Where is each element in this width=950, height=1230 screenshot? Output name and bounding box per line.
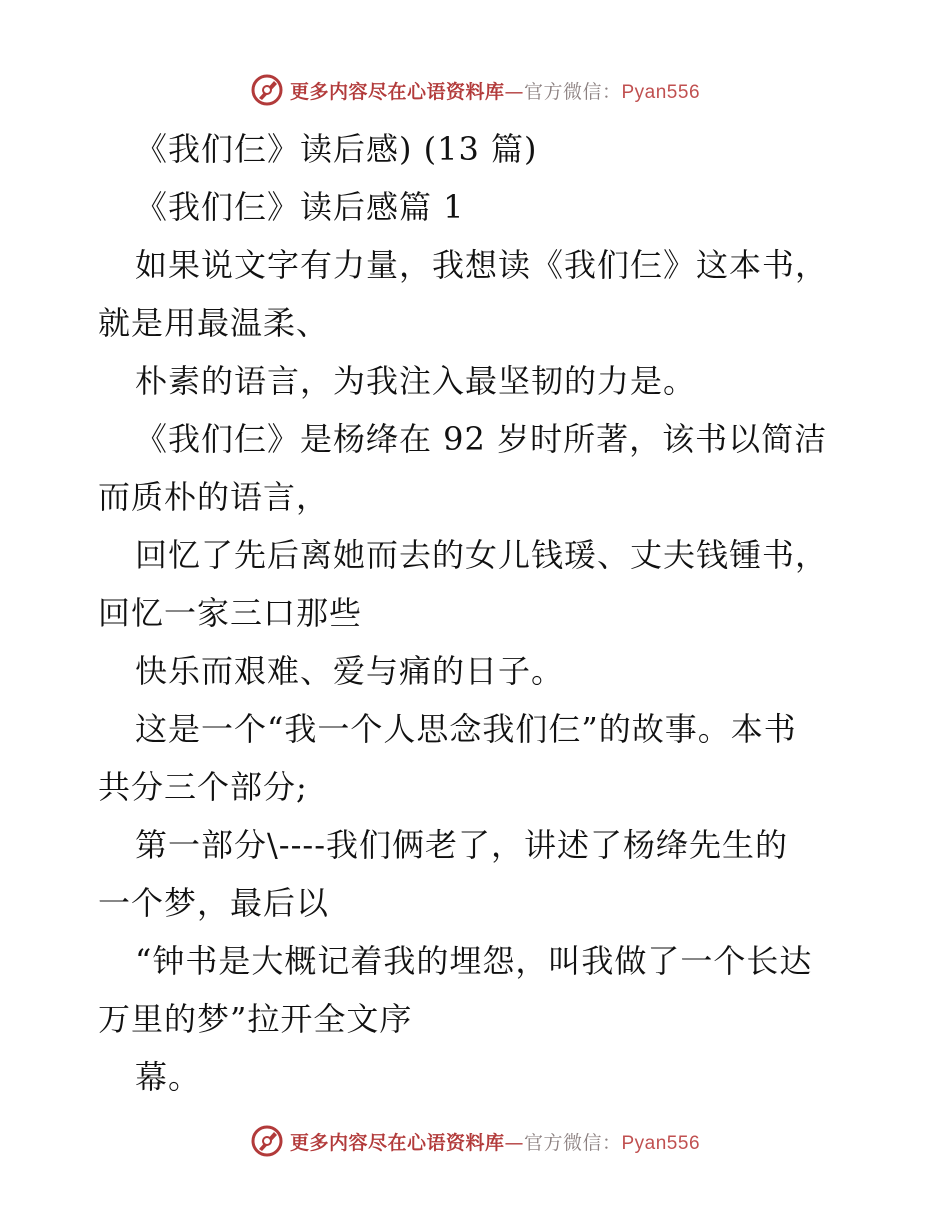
paragraph-line: 快乐而艰难、爱与痛的日子。 xyxy=(135,652,565,690)
footer-banner xyxy=(0,1121,950,1161)
paragraph-line: 而质朴的语言， xyxy=(98,478,330,516)
document-body xyxy=(98,120,858,1106)
footer-banner-id: Pyan556 xyxy=(621,1132,701,1154)
header-banner-main: 更多内容尽在心语资料库 xyxy=(289,80,505,103)
paragraph-line: 幕。 xyxy=(135,1058,202,1096)
paragraph-line: 万里的梦”拉开全文序 xyxy=(98,1000,413,1038)
document-title: 《我们仨》读后感) (13 篇) xyxy=(135,130,538,168)
quill-logo-icon xyxy=(250,73,284,107)
footer-banner-dash: — xyxy=(504,1131,524,1154)
paragraph-line: 回忆一家三口那些 xyxy=(98,594,363,632)
header-banner-dash: — xyxy=(504,80,524,103)
header-banner-inner xyxy=(250,73,700,107)
paragraph-line: 回忆了先后离她而去的女儿钱瑗、丈夫钱锺书， xyxy=(135,536,829,574)
paragraph-line: “钟书是大概记着我的埋怨，叫我做了一个长达 xyxy=(135,942,813,980)
quill-logo-icon xyxy=(250,1124,284,1158)
footer-banner-inner xyxy=(250,1124,700,1158)
paragraph-line: 如果说文字有力量，我想读《我们仨》这本书， xyxy=(135,246,829,284)
paragraph-line: 《我们仨》是杨绛在 92 岁时所著，该书以简洁 xyxy=(135,420,828,458)
header-banner-id: Pyan556 xyxy=(621,81,701,103)
footer-banner-main: 更多内容尽在心语资料库 xyxy=(289,1131,505,1154)
paragraph-line: 就是用最温柔、 xyxy=(98,304,330,342)
header-banner xyxy=(0,70,950,110)
paragraph-line: 朴素的语言，为我注入最坚韧的力是。 xyxy=(135,362,697,400)
paragraph-line: 这是一个“我一个人思念我们仨”的故事。本书 xyxy=(135,710,797,748)
footer-banner-wechat: 官方微信： xyxy=(523,1131,622,1154)
paragraph-line: 一个梦，最后以 xyxy=(98,884,330,922)
paragraph-line: 共分三个部分; xyxy=(98,768,308,806)
header-banner-wechat: 官方微信： xyxy=(523,80,622,103)
header-banner-text xyxy=(290,77,700,104)
paragraph-line: 第一部分\----我们俩老了，讲述了杨绛先生的 xyxy=(135,826,789,864)
section-heading: 《我们仨》读后感篇 1 xyxy=(135,188,465,226)
footer-banner-text xyxy=(290,1128,700,1155)
